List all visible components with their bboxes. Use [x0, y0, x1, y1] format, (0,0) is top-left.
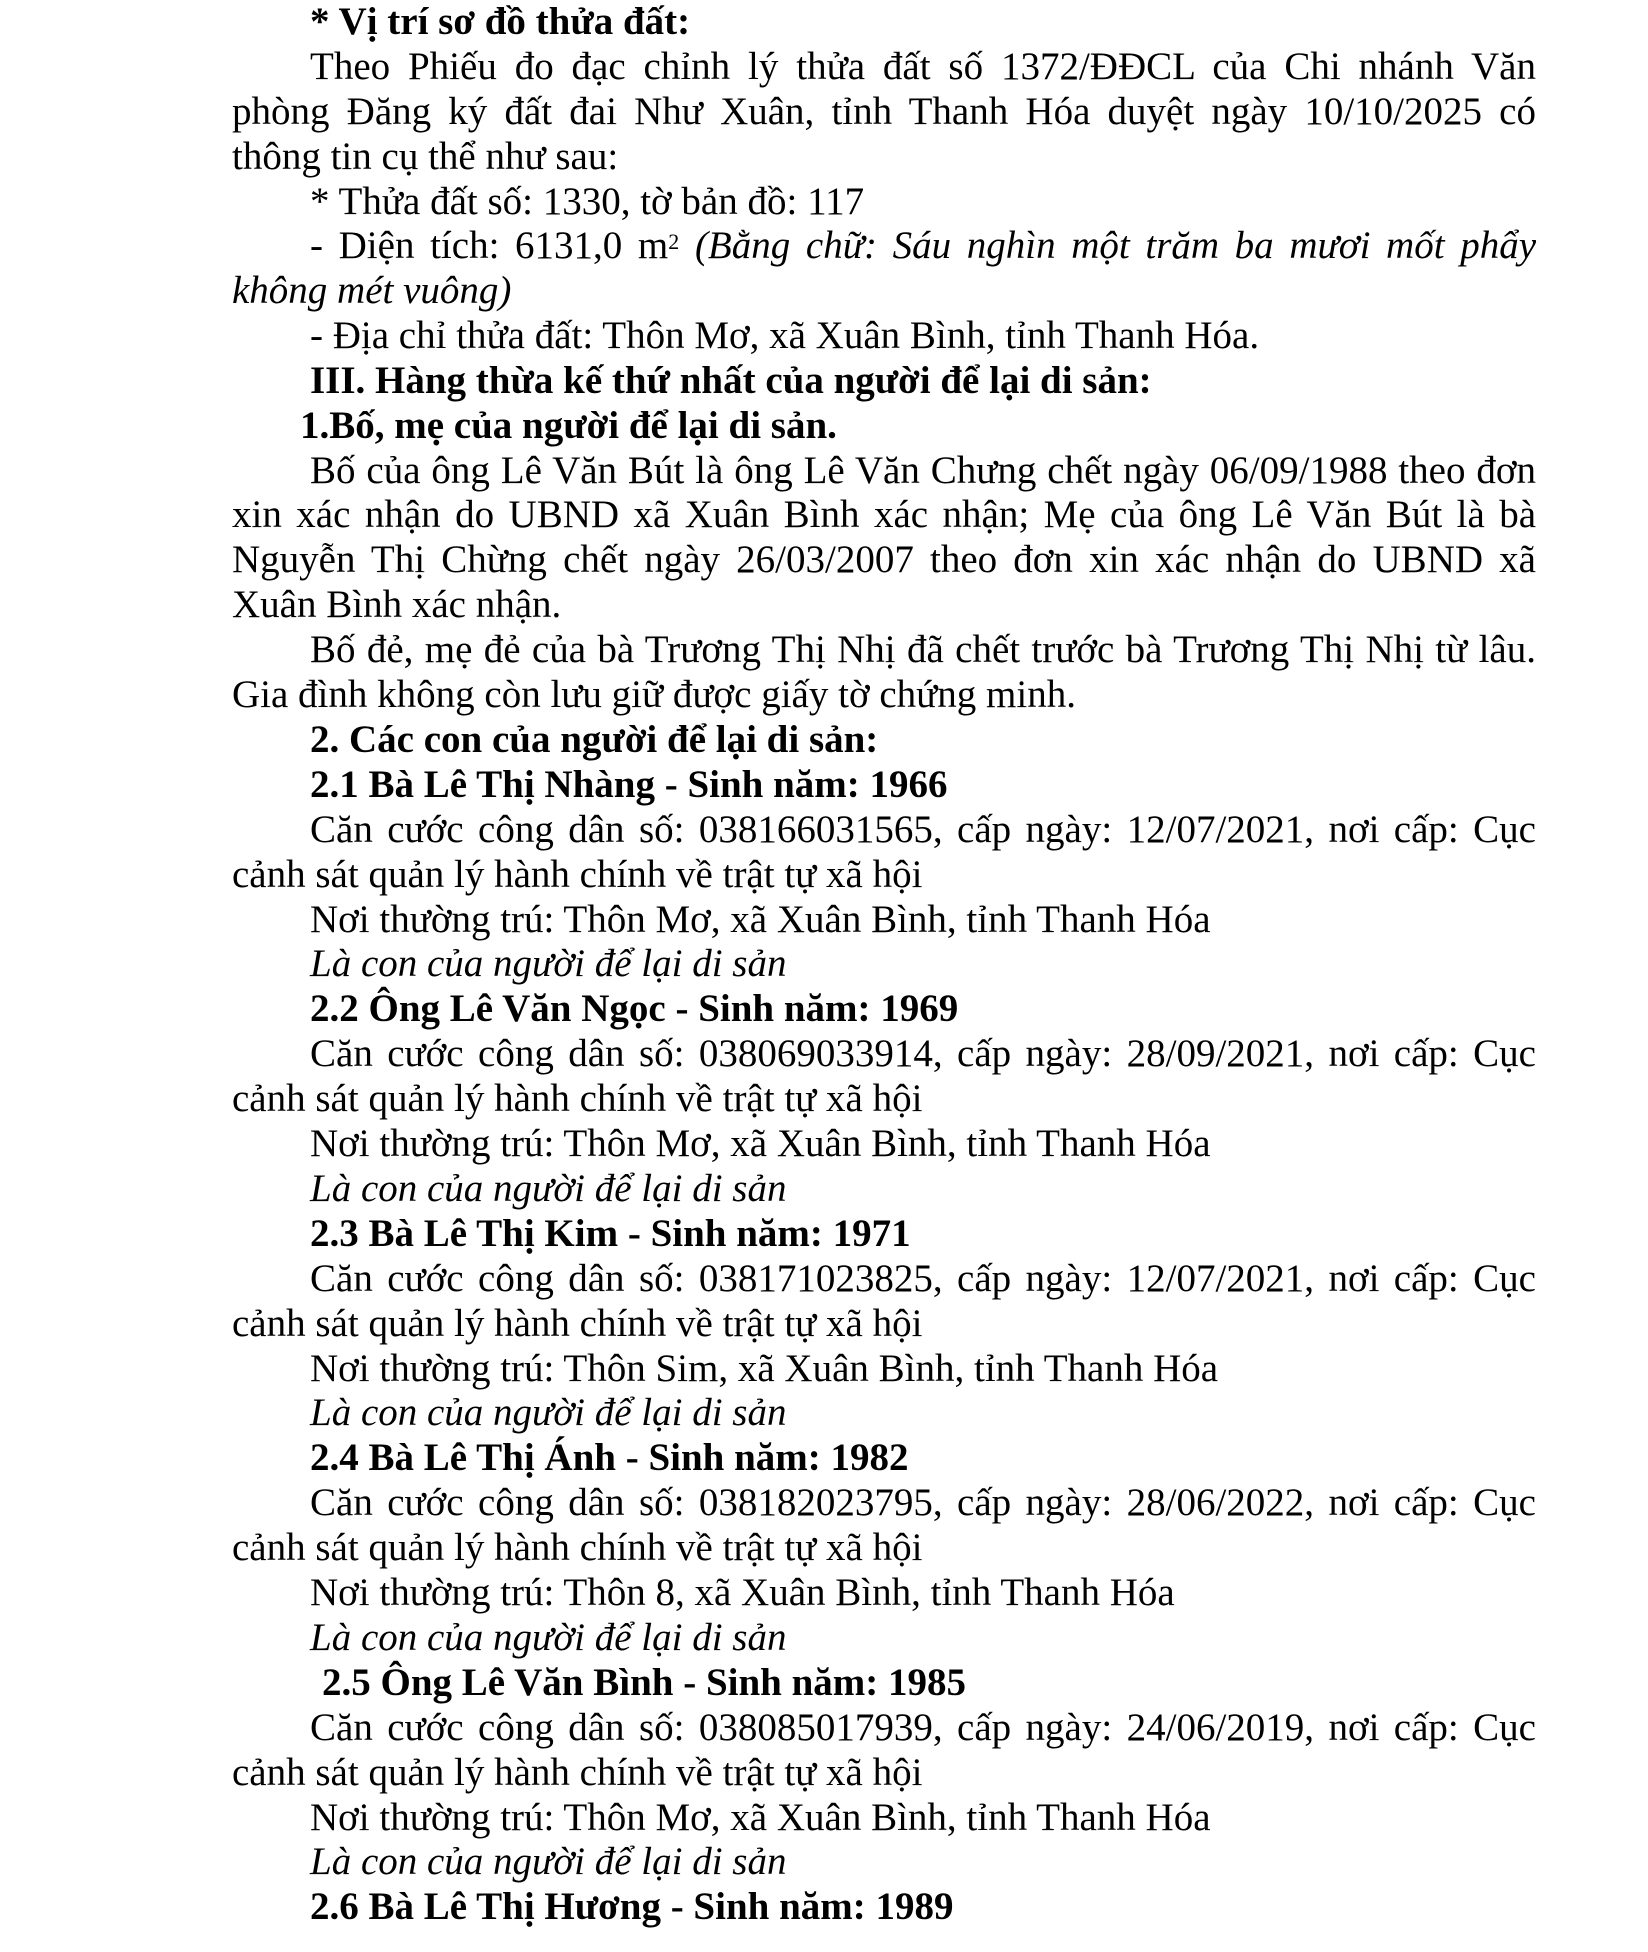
land-paragraph-line: thông tin cụ thể như sau: — [232, 135, 619, 178]
parents-paragraph-line: Nguyễn Thị Chừng chết ngày 26/03/2007 theo đơn xin xác nhận do UBND xã — [232, 538, 1536, 581]
child-relation: Là con của người để lại di sản — [310, 1840, 787, 1883]
child-title: 2.2 Ông Lê Văn Ngọc - Sinh năm: 1969 — [310, 987, 959, 1030]
land-paragraph-line: Theo Phiếu đo đạc chỉnh lý thửa đất số 1372/ĐĐCL của Chi nhánh Văn — [310, 45, 1536, 88]
parents-paragraph-line: xin xác nhận do UBND xã Xuân Bình xác nhận; Mẹ của ông Lê Văn Bút là bà — [232, 493, 1536, 536]
child-relation: Là con của người để lại di sản — [310, 1391, 787, 1434]
child-residence: Nơi thường trú: Thôn Mơ, xã Xuân Bình, tỉnh Thanh Hóa — [310, 1122, 1211, 1165]
child-residence: Nơi thường trú: Thôn Sim, xã Xuân Bình, tỉnh Thanh Hóa — [310, 1347, 1219, 1390]
area-in-words-cont: không mét vuông) — [232, 269, 512, 312]
parcel-info: * Thửa đất số: 1330, tờ bản đồ: 117 — [310, 180, 865, 223]
child-title: 2.4 Bà Lê Thị Ánh - Sinh năm: 1982 — [310, 1436, 909, 1479]
child-residence: Nơi thường trú: Thôn Mơ, xã Xuân Bình, tỉnh Thanh Hóa — [310, 1796, 1211, 1839]
area-value: - Diện tích: 6131,0 m — [310, 224, 669, 267]
child-title: 2.1 Bà Lê Thị Nhàng - Sinh năm: 1966 — [310, 763, 948, 806]
child-id-issuer: cảnh sát quản lý hành chính về trật tự xã hội — [232, 853, 923, 896]
parents-paragraph-line: Xuân Bình xác nhận. — [232, 583, 562, 626]
child-id-line: Căn cước công dân số: 038166031565, cấp ngày: 12/07/2021, nơi cấp: Cục — [310, 808, 1536, 851]
child-id-issuer: cảnh sát quản lý hành chính về trật tự xã hội — [232, 1751, 923, 1794]
land-heading: * Vị trí sơ đồ thửa đất: — [310, 0, 691, 43]
child-title: 2.5 Ông Lê Văn Bình - Sinh năm: 1985 — [322, 1661, 967, 1704]
parents-paragraph-line: Gia đình không còn lưu giữ được giấy tờ chứng minh. — [232, 673, 1076, 716]
child-id-line: Căn cước công dân số: 038085017939, cấp ngày: 24/06/2019, nơi cấp: Cục — [310, 1706, 1536, 1749]
child-id-issuer: cảnh sát quản lý hành chính về trật tự xã hội — [232, 1302, 923, 1345]
child-relation: Là con của người để lại di sản — [310, 942, 787, 985]
subheading-children: 2. Các con của người để lại di sản: — [310, 718, 879, 761]
section-heading-3: III. Hàng thừa kế thứ nhất của người để lại di sản: — [310, 359, 1152, 402]
child-residence: Nơi thường trú: Thôn Mơ, xã Xuân Bình, tỉnh Thanh Hóa — [310, 898, 1211, 941]
area-line — [310, 224, 1536, 268]
child-id-line: Căn cước công dân số: 038171023825, cấp ngày: 12/07/2021, nơi cấp: Cục — [310, 1257, 1536, 1300]
child-id-line: Căn cước công dân số: 038069033914, cấp ngày: 28/09/2021, nơi cấp: Cục — [310, 1032, 1536, 1075]
child-residence: Nơi thường trú: Thôn 8, xã Xuân Bình, tỉnh Thanh Hóa — [310, 1571, 1175, 1614]
parcel-address: - Địa chỉ thửa đất: Thôn Mơ, xã Xuân Bình, tỉnh Thanh Hóa. — [310, 314, 1260, 357]
subheading-parents: 1.Bố, mẹ của người để lại di sản. — [300, 404, 837, 447]
parents-paragraph-line: Bố đẻ, mẹ đẻ của bà Trương Thị Nhị đã chết trước bà Trương Thị Nhị từ lâu. — [310, 628, 1536, 671]
child-id-issuer: cảnh sát quản lý hành chính về trật tự xã hội — [232, 1077, 923, 1120]
child-id-line: Căn cước công dân số: 038182023795, cấp ngày: 28/06/2022, nơi cấp: Cục — [310, 1481, 1536, 1524]
land-paragraph-line: phòng Đăng ký đất đai Như Xuân, tỉnh Thanh Hóa duyệt ngày 10/10/2025 có — [232, 90, 1536, 133]
child-title: 2.6 Bà Lê Thị Hương - Sinh năm: 1989 — [310, 1885, 954, 1928]
area-unit-superscript: 2 — [668, 229, 680, 254]
child-title: 2.3 Bà Lê Thị Kim - Sinh năm: 1971 — [310, 1212, 911, 1255]
child-relation: Là con của người để lại di sản — [310, 1167, 787, 1210]
child-id-issuer: cảnh sát quản lý hành chính về trật tự xã hội — [232, 1526, 923, 1569]
parents-paragraph-line: Bố của ông Lê Văn Bút là ông Lê Văn Chưng chết ngày 06/09/1988 theo đơn — [310, 449, 1536, 492]
area-in-words: (Bằng chữ: Sáu nghìn một trăm ba mươi mốt phẩy — [694, 224, 1537, 267]
child-relation: Là con của người để lại di sản — [310, 1616, 787, 1659]
